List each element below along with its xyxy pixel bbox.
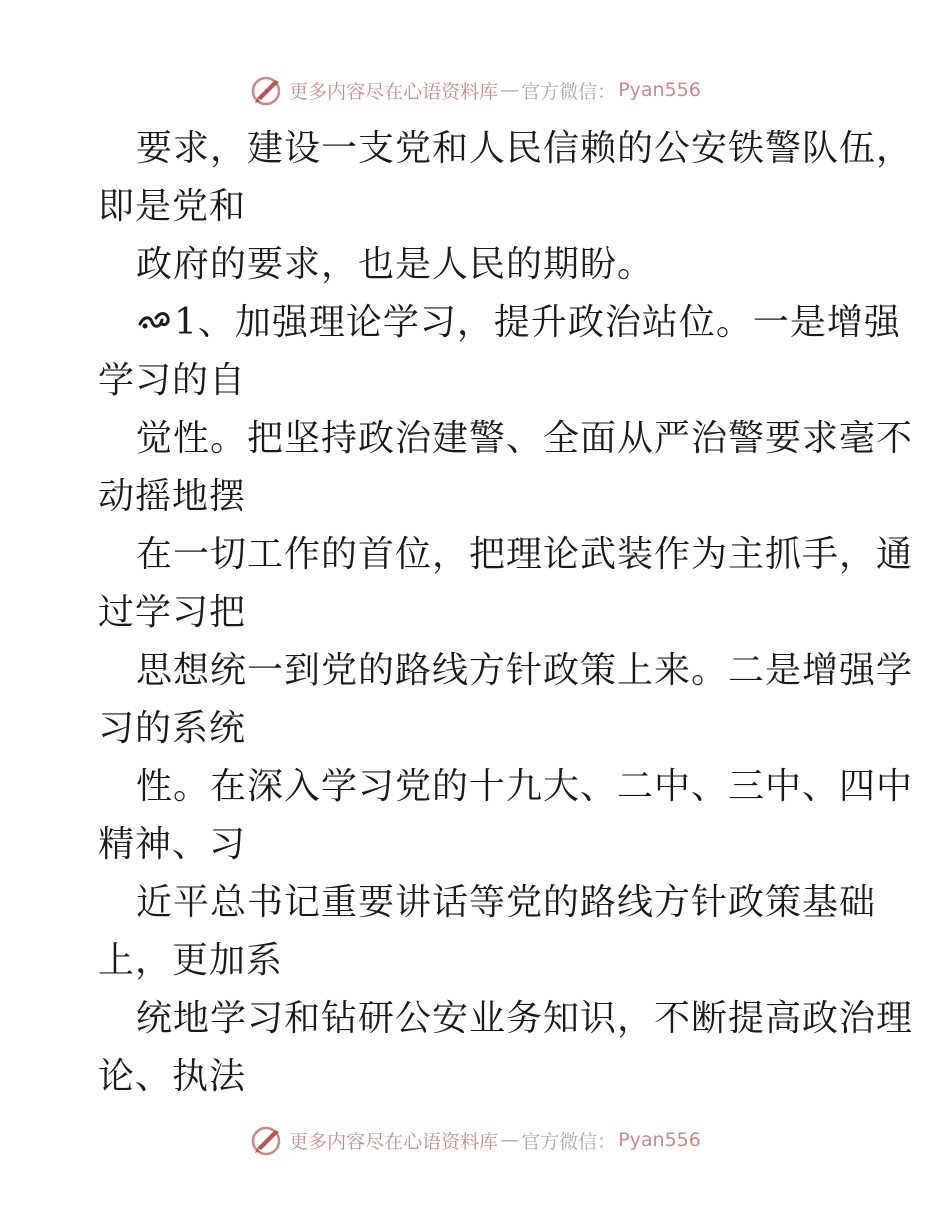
paragraph-line-text: 1、加强理论学习，提升政治站位。一是增强 — [174, 302, 901, 343]
paragraph-2 — [98, 236, 858, 294]
paragraph-line-wrap: 学习的自 — [98, 360, 247, 401]
watermark-label: 官方微信： — [521, 1130, 617, 1153]
paragraph-line: 思想统一到党的路线方针政策上来。二是增强学 — [136, 650, 914, 691]
paragraph-8 — [98, 874, 877, 990]
paragraph-line-with-bullet — [98, 294, 901, 352]
paragraph-line: 觉性。把坚持政治建警、全面从严治警要求毫不 — [136, 418, 914, 459]
paragraph-6 — [98, 642, 914, 758]
paragraph-7 — [98, 758, 914, 874]
watermark-label: 官方微信： — [521, 80, 617, 103]
paragraph-line-wrap: 过学习把 — [98, 592, 247, 633]
watermark-text: 更多内容尽在心语资料库 — [289, 80, 499, 103]
paragraph-line-wrap: 精神、习 — [98, 824, 247, 865]
document-body — [98, 120, 914, 1106]
paragraph-line-wrap: 上，更加系 — [98, 940, 284, 981]
paragraph-3 — [98, 294, 901, 410]
paragraph-line: 性。在深入学习党的十九大、二中、三中、四中 — [136, 766, 914, 807]
watermark-dash: — — [500, 1129, 520, 1151]
watermark-id: Pyan556 — [618, 1129, 701, 1151]
paragraph-line: 近平总书记重要讲话等党的路线方针政策基础 — [136, 882, 877, 923]
paragraph-line-wrap: 习的系统 — [98, 708, 247, 749]
paragraph-line-wrap: 即是党和 — [98, 186, 247, 227]
paragraph-line: 统地学习和钻研公安业务知识，不断提高政治理 — [136, 998, 914, 1039]
paragraph-5 — [98, 526, 914, 642]
header-watermark — [0, 70, 950, 110]
pen-logo-icon — [249, 72, 285, 108]
paragraph-line: 要求，建设一支党和人民信赖的公安铁警队伍， — [136, 128, 914, 169]
pen-logo-icon — [249, 1122, 285, 1158]
paragraph-line-wrap: 论、执法 — [98, 1056, 247, 1097]
paragraph-line-wrap: 动摇地摆 — [98, 476, 247, 517]
watermark-dash: — — [500, 79, 520, 101]
paragraph-1 — [98, 120, 914, 236]
paragraph-9 — [98, 990, 914, 1106]
watermark-id: Pyan556 — [618, 79, 701, 101]
paragraph-line: 政府的要求，也是人民的期盼。 — [136, 244, 655, 285]
paragraph-line: 在一切工作的首位，把理论武装作为主抓手，通 — [136, 534, 914, 575]
watermark-text: 更多内容尽在心语资料库 — [289, 1130, 499, 1153]
flourish-icon — [136, 306, 174, 336]
footer-watermark — [0, 1120, 950, 1160]
paragraph-4 — [98, 410, 914, 526]
